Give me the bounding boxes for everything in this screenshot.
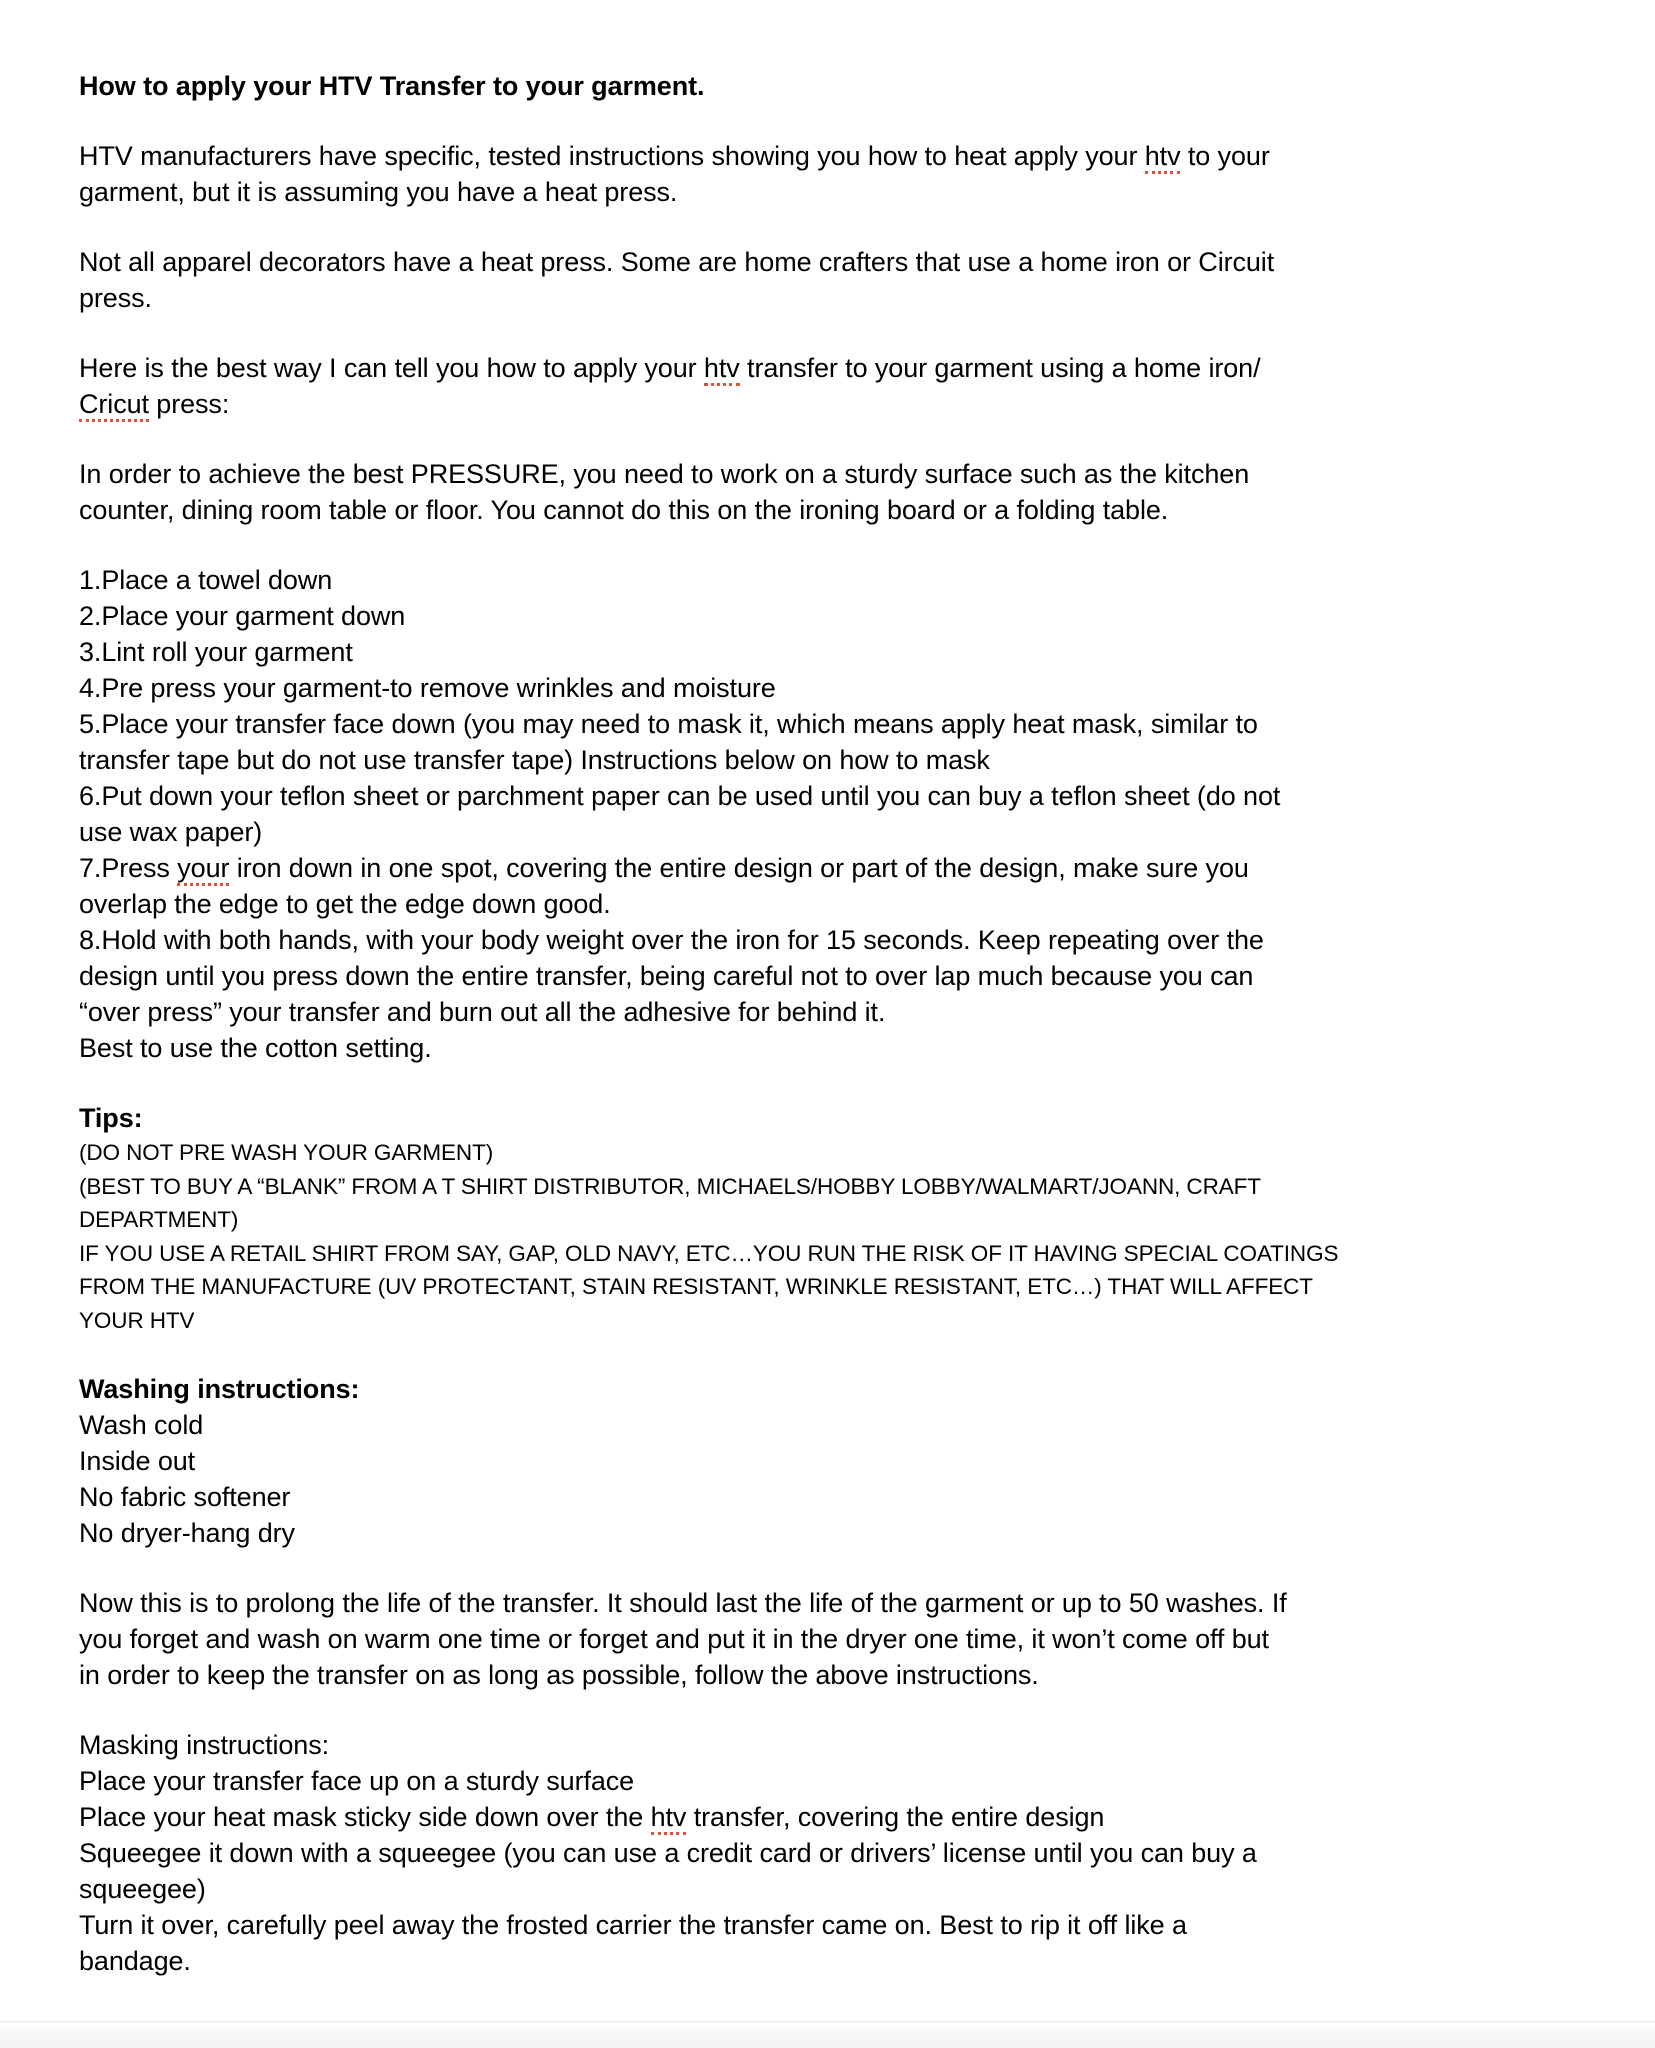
- text-segment: Best to use the cotton setting.: [79, 1033, 432, 1063]
- text-line: [79, 850, 1597, 886]
- text-segment: 3.Lint roll your garment: [79, 637, 353, 667]
- text-segment: Inside out: [79, 1446, 196, 1476]
- text-line: [79, 1203, 1597, 1237]
- text-segment: YOUR HTV: [79, 1307, 195, 1333]
- tips-heading: [79, 1100, 1597, 1136]
- paragraph-pressure: [79, 456, 1597, 528]
- text-line: [79, 1515, 1597, 1551]
- paragraph-intro: [79, 138, 1597, 210]
- text-line: [79, 1407, 1597, 1443]
- text-line: [79, 670, 1597, 706]
- text-segment: How to apply your HTV Transfer to your garment.: [79, 71, 705, 101]
- text-segment: 7.Press: [79, 853, 178, 883]
- text-segment: FROM THE MANUFACTURE (UV PROTECTANT, STAIN RESISTANT, WRINKLE RESISTANT, ETC…) THAT WILL AFFECT: [79, 1274, 1313, 1299]
- text-segment: (BEST TO BUY A “BLANK” FROM A T SHIRT DISTRIBUTOR, MICHAELS/HOBBY LOBBY/WALMART/JOANN, CRAFT: [79, 1173, 1261, 1199]
- text-line: [79, 634, 1597, 670]
- text-segment: to your: [1180, 141, 1270, 171]
- text-segment: No fabric softener: [79, 1482, 291, 1512]
- text-line: [79, 1621, 1597, 1657]
- text-line: [79, 1237, 1597, 1271]
- text-line: [79, 138, 1597, 174]
- text-segment: Masking instructions:: [79, 1730, 329, 1760]
- text-segment: Squeegee it down with a squeegee (you can use a credit card or drivers’ license until you can buy a: [79, 1838, 1257, 1868]
- text-line: [79, 1657, 1597, 1693]
- washing-heading: [79, 1371, 1597, 1407]
- text-segment: 1.Place a towel down: [79, 565, 333, 595]
- misspelled-word: htv: [651, 1802, 687, 1835]
- text-segment: Here is the best way I can tell you how to apply your: [79, 353, 704, 383]
- text-line: [79, 68, 1597, 104]
- text-line: [79, 244, 1597, 280]
- text-line: [79, 814, 1597, 850]
- text-line: [79, 1304, 1597, 1338]
- text-line: [79, 1270, 1597, 1304]
- text-segment: In order to achieve the best PRESSURE, you need to work on a sturdy surface such as the kitchen: [79, 459, 1250, 489]
- text-line: [79, 350, 1597, 386]
- text-line: [79, 1100, 1597, 1136]
- text-line: [79, 1871, 1597, 1907]
- text-line: [79, 1727, 1597, 1763]
- text-line: [79, 456, 1597, 492]
- text-line: [79, 1479, 1597, 1515]
- text-segment: 2.Place your garment down: [79, 601, 406, 631]
- text-segment: transfer to your garment using a home iron/: [739, 353, 1261, 383]
- text-line: [79, 598, 1597, 634]
- doc-title: [79, 68, 1597, 104]
- text-segment: Wash cold: [79, 1410, 204, 1440]
- text-line: [79, 1763, 1597, 1799]
- text-line: [79, 1170, 1597, 1204]
- steps-list: [79, 562, 1597, 1066]
- paragraph-no-heat-press: [79, 244, 1597, 316]
- misspelled-word: your: [177, 853, 229, 886]
- text-line: [79, 886, 1597, 922]
- text-segment: No dryer-hang dry: [79, 1518, 295, 1548]
- text-segment: transfer tape but do not use transfer tape) Instructions below on how to mask: [79, 745, 990, 775]
- text-segment: counter, dining room table or floor. You cannot do this on the ironing board or a folding table.: [79, 495, 1169, 525]
- text-segment: in order to keep the transfer on as long as possible, follow the above instructions.: [79, 1660, 1039, 1690]
- text-segment: use wax paper): [79, 817, 263, 847]
- text-segment: Washing instructions:: [79, 1374, 360, 1404]
- text-segment: garment, but it is assuming you have a heat press.: [79, 177, 678, 207]
- text-segment: 6.Put down your teflon sheet or parchment paper can be used until you can buy a teflon sheet (do not: [79, 781, 1281, 811]
- text-line: [79, 492, 1597, 528]
- text-segment: press:: [148, 389, 230, 419]
- text-segment: 5.Place your transfer face down (you may need to mask it, which means apply heat mask, similar to: [79, 709, 1258, 739]
- text-line: [79, 922, 1597, 958]
- text-segment: design until you press down the entire transfer, being careful not to over lap much because you can: [79, 961, 1254, 991]
- text-segment: Tips:: [79, 1103, 143, 1133]
- window-bottom-edge: [0, 2021, 1655, 2048]
- text-segment: (DO NOT PRE WASH YOUR GARMENT): [79, 1140, 494, 1165]
- text-line: [79, 280, 1597, 316]
- text-line: [79, 1799, 1597, 1835]
- text-segment: 4.Pre press your garment-to remove wrinkles and moisture: [79, 673, 776, 703]
- text-segment: transfer, covering the entire design: [686, 1802, 1105, 1832]
- text-line: [79, 1030, 1597, 1066]
- text-segment: 8.Hold with both hands, with your body weight over the iron for 15 seconds. Keep repeating over the: [79, 925, 1264, 955]
- text-line: [79, 778, 1597, 814]
- tips-body: [79, 1136, 1597, 1337]
- washing-list: [79, 1407, 1597, 1551]
- text-line: [79, 1943, 1597, 1979]
- text-segment: Not all apparel decorators have a heat press. Some are home crafters that use a home iron or Circuit: [79, 247, 1275, 277]
- text-line: [79, 742, 1597, 778]
- misspelled-word: htv: [1145, 141, 1181, 174]
- text-segment: Now this is to prolong the life of the transfer. It should last the life of the garment or up to 50 washes. If: [79, 1588, 1287, 1618]
- text-segment: Place your transfer face up on a sturdy surface: [79, 1766, 635, 1796]
- text-segment: you forget and wash on warm one time or forget and put it in the dryer one time, it won’t come off but: [79, 1624, 1269, 1654]
- misspelled-word: htv: [704, 353, 740, 386]
- text-segment: IF YOU USE A RETAIL SHIRT FROM SAY, GAP, OLD NAVY, ETC…YOU RUN THE RISK OF IT HAVING SPECIAL COATINGS: [79, 1240, 1339, 1266]
- text-segment: squeegee): [79, 1874, 206, 1904]
- text-segment: bandage.: [79, 1946, 191, 1976]
- masking-section: [79, 1727, 1597, 1979]
- text-line: [79, 958, 1597, 994]
- text-segment: iron down in one spot, covering the entire design or part of the design, make sure you: [229, 853, 1249, 883]
- text-line: [79, 1835, 1597, 1871]
- text-segment: DEPARTMENT): [79, 1207, 239, 1232]
- text-line: [79, 1371, 1597, 1407]
- text-segment: Turn it over, carefully peel away the frosted carrier the transfer came on. Best to rip it off like a: [79, 1910, 1187, 1940]
- text-segment: HTV manufacturers have specific, tested instructions showing you how to heat apply your: [79, 141, 1145, 171]
- text-line: [79, 994, 1597, 1030]
- text-line: [79, 562, 1597, 598]
- text-segment: Place your heat mask sticky side down over the: [79, 1802, 651, 1832]
- text-segment: overlap the edge to get the edge down good.: [79, 889, 611, 919]
- text-line: [79, 1136, 1597, 1170]
- text-line: [79, 386, 1597, 422]
- paragraph-best-way: [79, 350, 1597, 422]
- text-line: [79, 1585, 1597, 1621]
- text-segment: press.: [79, 283, 152, 313]
- text-line: [79, 1443, 1597, 1479]
- text-segment: “over press” your transfer and burn out all the adhesive for behind it.: [79, 997, 886, 1027]
- text-line: [79, 1907, 1597, 1943]
- paragraph-prolong: [79, 1585, 1597, 1693]
- misspelled-word: Cricut: [79, 389, 149, 422]
- text-line: [79, 174, 1597, 210]
- text-line: [79, 706, 1597, 742]
